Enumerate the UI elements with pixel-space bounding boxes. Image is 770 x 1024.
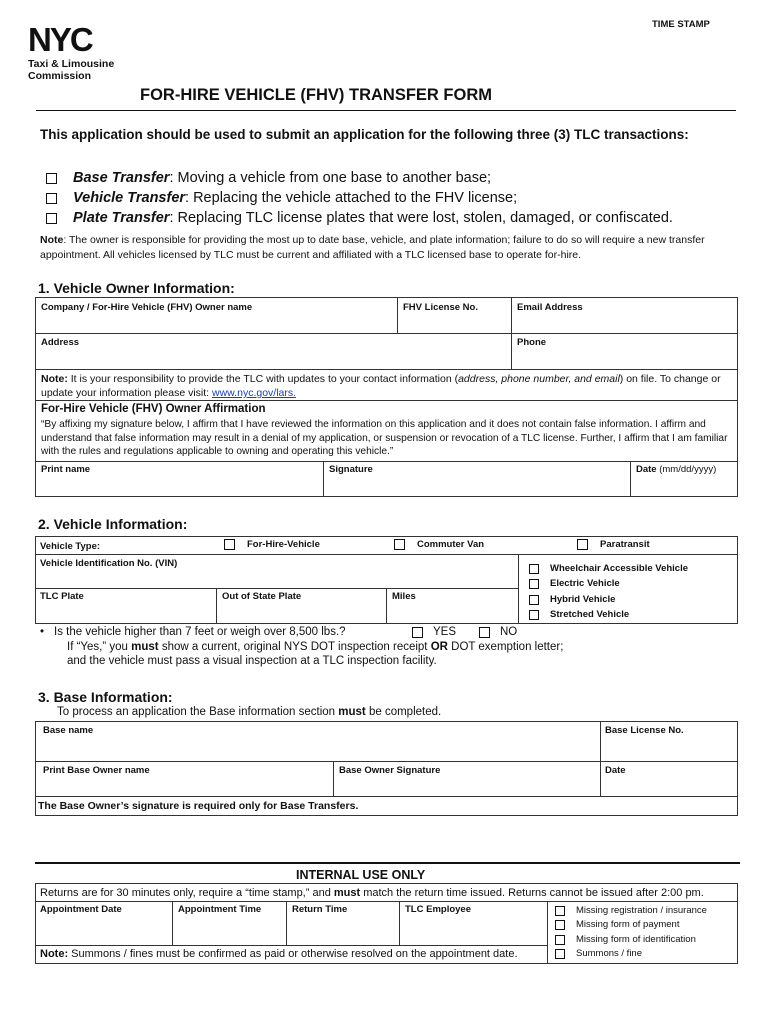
affirmation-title: For-Hire Vehicle (FHV) Owner Affirmation (41, 403, 266, 415)
return-time-field[interactable]: Return Time (292, 904, 348, 915)
signature-field[interactable]: Signature (329, 464, 373, 475)
vehicle-transfer-checkbox[interactable] (46, 193, 57, 204)
row-divider (35, 761, 738, 762)
base-signature-note: The Base Owner’s signature is required only for Base Transfers. (38, 800, 359, 812)
oos-plate-field[interactable]: Out of State Plate (222, 591, 302, 602)
address-field[interactable]: Address (41, 337, 80, 348)
wheelchair-option[interactable]: Wheelchair Accessible Vehicle (529, 563, 688, 574)
col-divider (518, 554, 519, 624)
base-transfer-checkbox[interactable] (46, 173, 57, 184)
row-divider (35, 333, 738, 334)
transaction-base: Base Transfer : Moving a vehicle from one base to another base; (46, 168, 673, 188)
base-license-field[interactable]: Base License No. (605, 725, 684, 736)
col-divider (172, 901, 173, 945)
col-divider (397, 297, 398, 333)
print-base-owner-field[interactable]: Print Base Owner name (43, 765, 150, 776)
col-divider (333, 761, 334, 796)
date-field[interactable]: Date (mm/dd/yyyy) (636, 464, 717, 475)
title-divider (36, 110, 736, 111)
appointment-date-field[interactable]: Appointment Date (40, 904, 122, 915)
row-divider (35, 588, 518, 589)
form-title: FOR-HIRE VEHICLE (FHV) TRANSFER FORM (140, 86, 492, 104)
lars-link[interactable]: www.nyc.gov/lars. (212, 387, 297, 399)
transaction-list (46, 168, 673, 228)
col-divider (547, 901, 548, 964)
vin-field[interactable]: Vehicle Identification No. (VIN) (40, 558, 178, 569)
col-divider (600, 721, 601, 796)
col-divider (386, 588, 387, 624)
base-owner-signature-field[interactable]: Base Owner Signature (339, 765, 441, 776)
stretched-option[interactable]: Stretched Vehicle (529, 609, 629, 620)
type-commuter-van-option[interactable]: Commuter Van (394, 539, 484, 550)
inspection-requirement: and the vehicle must pass a visual inspection at a TLC inspection facility. (67, 655, 437, 667)
row-divider (35, 901, 738, 902)
appointment-time-field[interactable]: Appointment Time (178, 904, 262, 915)
base-date-field[interactable]: Date (605, 765, 626, 776)
col-divider (323, 461, 324, 497)
affirmation-text: “By affixing my signature below, I affirm that I have reviewed the information on this application and it does not contain false information. I affirm and understand that false information may result in a denial of my application, or suspension or revocation of a TLC license. Further, I affirm that I am familiar with the rules and regulations applicable to owning and operating this vehicle.” (41, 419, 728, 457)
missing-registration-option[interactable]: Missing registration / insurance (555, 905, 707, 916)
returns-policy: Returns are for 30 minutes only, require a “time stamp,” and must match the return time issued. Returns cannot be issued after 2:00 pm. (40, 887, 704, 899)
section2-heading: 2. Vehicle Information: (38, 516, 188, 532)
missing-payment-option[interactable]: Missing form of payment (555, 919, 679, 930)
svg-text:NYC: NYC (28, 24, 92, 54)
base-info-instruction: To process an application the Base information section must be completed. (57, 706, 442, 718)
intro-text: This application should be used to submit an application for the following three (3) TLC transactions: (40, 127, 689, 142)
row-divider (35, 400, 738, 401)
tlc-plate-field[interactable]: TLC Plate (40, 591, 84, 602)
row-divider (35, 796, 738, 797)
col-divider (399, 901, 400, 945)
transaction-plate: Plate Transfer : Replacing TLC license plates that were lost, stolen, damaged, or confiscated. (46, 208, 673, 228)
row-divider (35, 461, 738, 462)
summons-note: Note: Summons / fines must be confirmed as paid or otherwise resolved on the appointment date. (40, 948, 518, 960)
row-divider (35, 554, 738, 555)
row-divider (35, 945, 547, 946)
vehicle-type-label: Vehicle Type: (40, 541, 101, 552)
missing-identification-option[interactable]: Missing form of identification (555, 934, 696, 945)
base-name-field[interactable]: Base name (43, 725, 94, 736)
section1-heading: 1. Vehicle Owner Information: (38, 280, 235, 296)
col-divider (511, 297, 512, 369)
email-field[interactable]: Email Address (517, 302, 583, 313)
summons-fine-option[interactable]: Summons / fine (555, 948, 642, 959)
nyc-logo (28, 24, 128, 54)
electric-option[interactable]: Electric Vehicle (529, 578, 620, 589)
yes-option[interactable]: YES (412, 626, 456, 638)
time-stamp-label: TIME STAMP (652, 19, 710, 30)
col-divider (286, 901, 287, 945)
miles-field[interactable]: Miles (392, 591, 416, 602)
hybrid-option[interactable]: Hybrid Vehicle (529, 594, 615, 605)
print-name-field[interactable]: Print name (41, 464, 91, 475)
internal-use-heading: INTERNAL USE ONLY (296, 868, 426, 882)
contact-update-note: Note: It is your responsibility to provide the TLC with updates to your contact information (address, phone number, and email) on file. To change or update your information please visit: www.nyc.gov/lars. (41, 373, 721, 399)
owner-note: Note: The owner is responsible for providing the most up to date base, vehicle, and plate information; failure to do so will require a new transfer appointment. All vehicles licensed by TLC must be current and affiliated with a TLC licensed base to operate for-hire. (40, 234, 705, 261)
row-divider (35, 369, 738, 370)
col-divider (630, 461, 631, 497)
height-weight-question: • Is the vehicle higher than 7 feet or weigh over 8,500 lbs.? (40, 626, 346, 638)
type-paratransit-option[interactable]: Paratransit (577, 539, 650, 550)
tlc-employee-field[interactable]: TLC Employee (405, 904, 471, 915)
dot-requirement: If “Yes,” you must show a current, original NYS DOT inspection receipt OR DOT exemption letter; (67, 641, 564, 653)
owner-name-field[interactable]: Company / For-Hire Vehicle (FHV) Owner name (41, 302, 253, 313)
plate-transfer-checkbox[interactable] (46, 213, 57, 224)
type-fhv-option[interactable]: For-Hire-Vehicle (224, 539, 320, 550)
fhv-license-field[interactable]: FHV License No. (403, 302, 478, 313)
transaction-vehicle: Vehicle Transfer : Replacing the vehicle attached to the FHV license; (46, 188, 673, 208)
phone-field[interactable]: Phone (517, 337, 547, 348)
col-divider (216, 588, 217, 624)
section3-heading: 3. Base Information: (38, 689, 173, 705)
org-name: Taxi & Limousine Commission (28, 58, 115, 82)
no-option[interactable]: NO (479, 626, 517, 638)
internal-divider (35, 862, 740, 864)
